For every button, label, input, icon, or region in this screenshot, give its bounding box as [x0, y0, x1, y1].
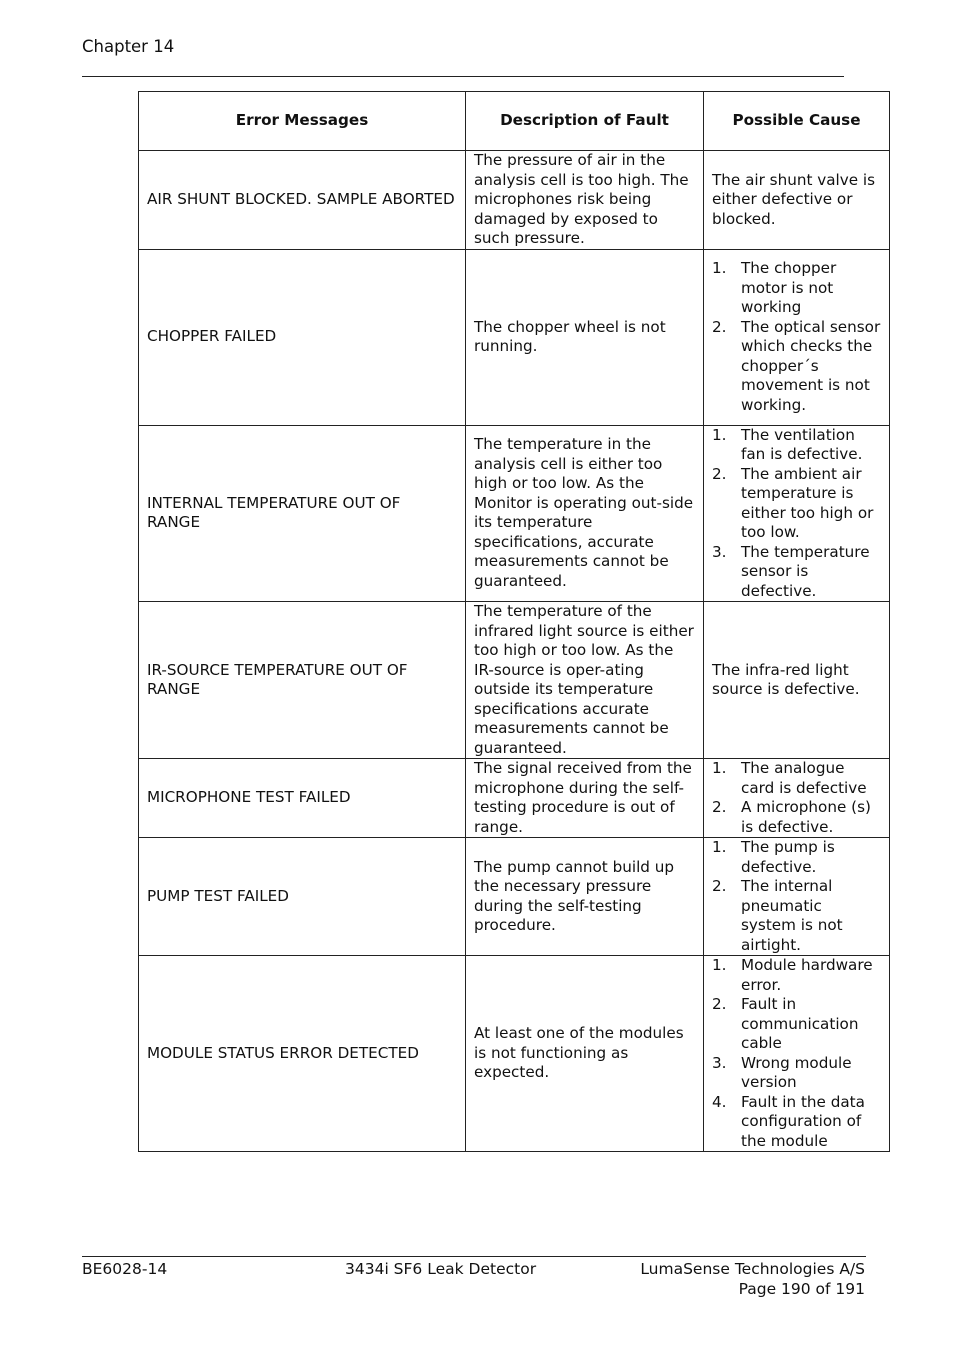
footer-divider	[82, 1256, 866, 1257]
cause-list	[712, 838, 881, 955]
list-number: 1.	[712, 956, 727, 974]
table-row	[139, 151, 890, 250]
cause-text: Fault in communication cable	[741, 995, 859, 1052]
possible-cause-cell	[704, 759, 890, 838]
fault-description-cell: The chopper wheel is not running.	[466, 249, 704, 425]
list-number: 2.	[712, 317, 727, 336]
fault-description-cell: The temperature in the analysis cell is either too high or too low. As the Monitor is operating out-side its temperature specifications, accurate measurements cannot be guaranteed.	[466, 425, 704, 602]
error-message-cell: PUMP TEST FAILED	[139, 838, 466, 956]
list-number: 1.	[712, 759, 727, 777]
table-row	[139, 249, 890, 425]
cause-list	[712, 759, 881, 837]
cause-text: Wrong module version	[741, 1053, 852, 1091]
list-item	[712, 543, 881, 602]
list-number: 3.	[712, 542, 727, 561]
footer-doc-id: BE6028-14	[82, 1260, 168, 1278]
list-item	[712, 759, 881, 798]
possible-cause-cell	[704, 838, 890, 956]
list-item	[712, 465, 881, 543]
possible-cause-cell	[704, 249, 890, 425]
chapter-title: Chapter 14	[82, 37, 175, 56]
list-number: 3.	[712, 1053, 727, 1072]
table-row	[139, 602, 890, 759]
list-item	[712, 798, 881, 837]
cause-text: The temperature sensor is defective.	[741, 542, 870, 600]
error-message-cell: CHOPPER FAILED	[139, 249, 466, 425]
fault-description-cell: The signal received from the microphone during the self-testing procedure is out of range.	[466, 759, 704, 838]
list-item	[712, 426, 881, 465]
cause-text: The analogue card is defective	[741, 759, 867, 797]
list-item	[712, 995, 881, 1054]
table-header-row	[139, 92, 890, 151]
footer-company-page	[640, 1260, 865, 1299]
list-number: 1.	[712, 838, 727, 856]
cause-text: The chopper motor is not working	[741, 259, 837, 316]
error-messages-table	[138, 91, 890, 1152]
cause-text: The internal pneumatic system is not airtight.	[741, 877, 843, 954]
list-item	[712, 838, 881, 877]
list-number: 2.	[712, 798, 727, 816]
cause-text: The ambient air temperature is either too high or too low.	[741, 464, 874, 541]
footer-product: 3434i SF6 Leak Detector	[345, 1260, 537, 1278]
error-message-cell: MICROPHONE TEST FAILED	[139, 759, 466, 838]
list-number: 2.	[712, 877, 727, 895]
header-divider	[82, 76, 844, 77]
cause-text: The pump is defective.	[741, 838, 835, 876]
cause-text: The ventilation fan is defective.	[741, 425, 863, 463]
error-message-cell: INTERNAL TEMPERATURE OUT OF RANGE	[139, 425, 466, 602]
possible-cause-cell: The air shunt valve is either defective or blocked.	[704, 151, 890, 250]
possible-cause-cell	[704, 425, 890, 602]
footer-page-number: Page 190 of 191	[738, 1279, 865, 1298]
list-number: 4.	[712, 1092, 727, 1111]
list-item	[712, 1054, 881, 1093]
table-row	[139, 759, 890, 838]
error-message-cell: MODULE STATUS ERROR DETECTED	[139, 956, 466, 1152]
fault-description-cell: The pump cannot build up the necessary pressure during the self-testing procedure.	[466, 838, 704, 956]
cause-list	[712, 956, 881, 1151]
list-number: 1.	[712, 259, 727, 277]
list-item	[712, 259, 881, 318]
cause-text: The optical sensor which checks the chopper´s movement is not working.	[741, 317, 881, 414]
table-body	[139, 151, 890, 1152]
col-header-error-messages: Error Messages	[139, 92, 466, 151]
list-item	[712, 318, 881, 416]
possible-cause-cell	[704, 956, 890, 1152]
table-row	[139, 838, 890, 956]
list-number: 2.	[712, 995, 727, 1013]
cause-list	[712, 259, 881, 415]
cause-text: Module hardware error.	[741, 956, 873, 994]
fault-description-cell: At least one of the modules is not functioning as expected.	[466, 956, 704, 1152]
cause-list	[712, 426, 881, 602]
list-number: 2.	[712, 464, 727, 483]
list-item	[712, 956, 881, 995]
col-header-possible-cause: Possible Cause	[704, 92, 890, 151]
error-message-cell: AIR SHUNT BLOCKED. SAMPLE ABORTED	[139, 151, 466, 250]
cause-text: A microphone (s) is defective.	[741, 798, 871, 836]
table-row	[139, 425, 890, 602]
cause-text: Fault in the data configuration of the module	[741, 1092, 865, 1150]
col-header-description: Description of Fault	[466, 92, 704, 151]
list-number: 1.	[712, 425, 727, 444]
error-message-cell: IR-SOURCE TEMPERATURE OUT OF RANGE	[139, 602, 466, 759]
table-row	[139, 956, 890, 1152]
footer-company: LumaSense Technologies A/S	[640, 1260, 865, 1278]
fault-description-cell: The pressure of air in the analysis cell is too high. The microphones risk being damaged by exposed to such pressure.	[466, 151, 704, 250]
list-item	[712, 877, 881, 955]
list-item	[712, 1093, 881, 1152]
possible-cause-cell: The infra-red light source is defective.	[704, 602, 890, 759]
fault-description-cell: The temperature of the infrared light source is either too high or too low. As the IR-source is oper-ating outside its temperature specifications accurate measurements cannot be guaranteed.	[466, 602, 704, 759]
